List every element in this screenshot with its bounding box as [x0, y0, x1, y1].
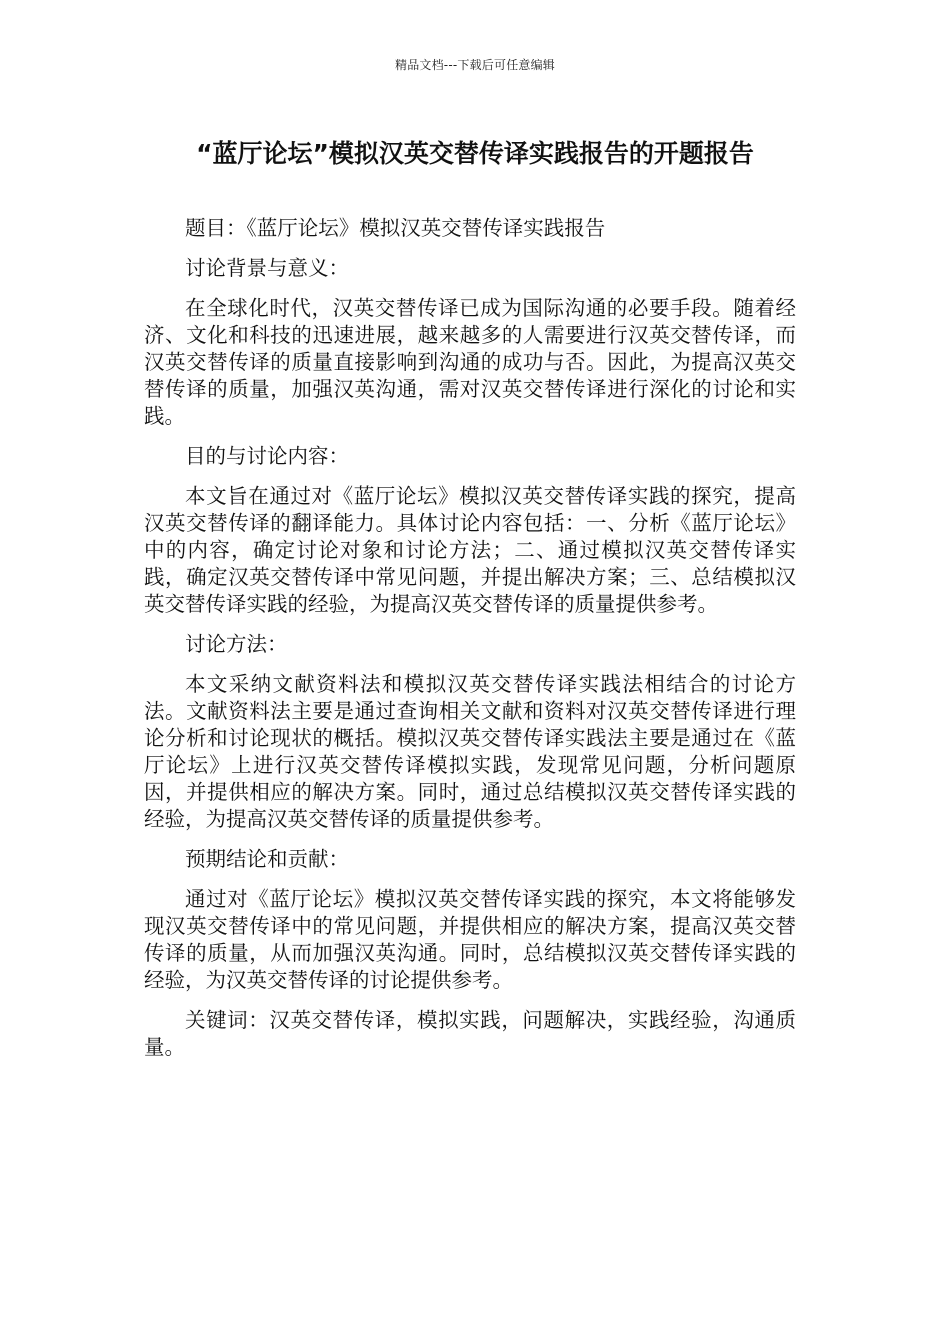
section-heading-purpose: 目的与讨论内容：	[185, 444, 349, 468]
section-heading-background: 讨论背景与意义：	[185, 256, 349, 280]
section-heading-expected: 预期结论和贡献：	[185, 847, 349, 871]
header-note: 精品文档---下载后可任意编辑	[395, 58, 555, 72]
keywords-line: 关键词：汉英交替传译，模拟实践，问题解决，实践经验，沟通质量。	[144, 1008, 796, 1059]
topic-line: 题目：《蓝厅论坛》模拟汉英交替传译实践报告	[185, 216, 606, 240]
section-heading-method: 讨论方法：	[185, 632, 288, 656]
page-title: “蓝厅论坛”模拟汉英交替传译实践报告的开题报告	[196, 139, 754, 168]
document-body	[144, 215, 796, 1074]
section-body-background: 在全球化时代，汉英交替传译已成为国际沟通的必要手段。随着经济、文化和科技的迅速进展，越来越多的人需要进行汉英交替传译，而汉英交替传译的质量直接影响到沟通的成功与否。因此，为提高汉英交替传译的质量，加强汉英沟通，需对汉英交替传译进行深化的讨论和实践。	[144, 296, 796, 428]
section-body-method: 本文采纳文献资料法和模拟汉英交替传译实践法相结合的讨论方法。文献资料法主要是通过查询相关文献和资料对汉英交替传译进行理论分析和讨论现状的概括。模拟汉英交替传译实践法主要是通过在《蓝厅论坛》上进行汉英交替传译模拟实践，发现常见问题，分析问题原因，并提供相应的解决方案。同时，通过总结模拟汉英交替传译实践的经验，为提高汉英交替传译的质量提供参考。	[144, 672, 796, 831]
section-body-purpose: 本文旨在通过对《蓝厅论坛》模拟汉英交替传译实践的探究，提高汉英交替传译的翻译能力。具体讨论内容包括：一、分析《蓝厅论坛》中的内容，确定讨论对象和讨论方法；二、通过模拟汉英交替传译实践，确定汉英交替传译中常见问题，并提出解决方案；三、总结模拟汉英交替传译实践的经验，为提高汉英交替传译的质量提供参考。	[144, 484, 796, 616]
section-body-expected: 通过对《蓝厅论坛》模拟汉英交替传译实践的探究，本文将能够发现汉英交替传译中的常见问题，并提供相应的解决方案，提高汉英交替传译的质量，从而加强汉英沟通。同时，总结模拟汉英交替传译实践的经验，为汉英交替传译的讨论提供参考。	[144, 887, 796, 992]
